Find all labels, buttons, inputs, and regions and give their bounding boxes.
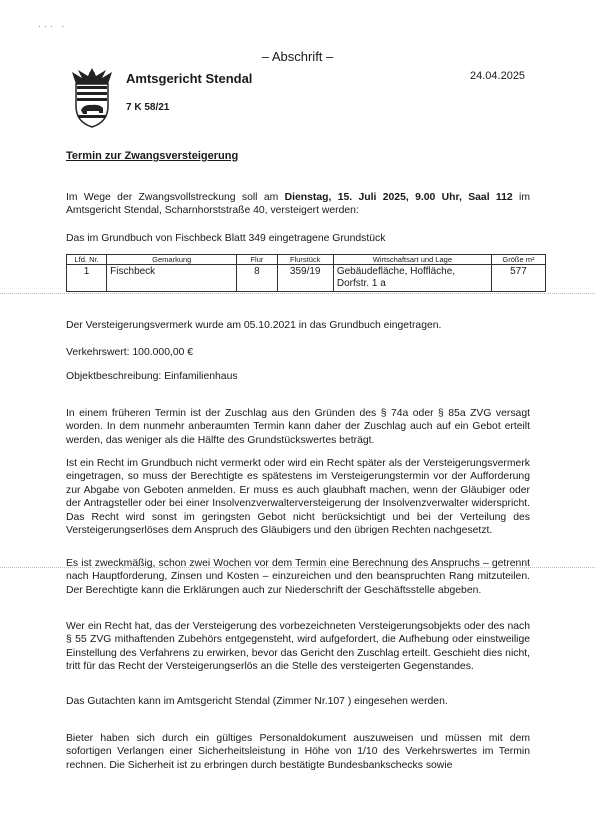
registration-note: Der Versteigerungsvermerk wurde am 05.10.2021 in das Grundbuch eingetragen. [66, 320, 442, 331]
paragraph-claim-calculation: Es ist zweckmäßig, schon zwei Wochen vor dem Termin eine Berechnung des Anspruchs – getrennt nach Hauptforderung, Zinsen und Kosten – einzureichen und den beanspruchten Rang mitzuteilen. Der Berechtigte kann die Erklärungen auch zur Niederschrift der Geschäftsstelle abgeben. [66, 558, 530, 596]
table-row [67, 265, 546, 292]
paragraph-rights-registration: Ist ein Recht im Grundbuch nicht vermerkt oder wird ein Recht später als der Versteigerungsvermerk eingetragen, so muss der Berechtigte es spätestens im Versteigerungstermin vor der Aufforderung zur Abgabe von Geboten anmelden. Er muss es auch glaubhaft machen, wenn der Gläubiger oder der Antragsteller oder bei einer Insolvenzverwalterversteigerung der Insolvenzverwalter widerspricht. Das Recht wird sonst im geringsten Gebot nicht berücksichtigt und bei der Verteilung des Versteigerungserlöses dem Anspruch des Gläubigers und den übrigen Rechten nachgesetzt. [66, 458, 530, 537]
table-cell: 8 [237, 265, 277, 292]
paragraph-expert-report: Das Gutachten kann im Amtsgericht Stendal (Zimmer Nr.107 ) eingesehen werden. [66, 696, 448, 707]
column-header: Größe m² [491, 255, 545, 265]
land-register-line: Das im Grundbuch von Fischbeck Blatt 349 eingetragene Grundstück [66, 233, 386, 244]
table-cell: Gebäudefläche, Hoffläche, Dorfstr. 1 a [333, 265, 491, 292]
coat-of-arms-icon [68, 68, 116, 128]
scan-artifact: ··· · [38, 21, 68, 31]
intro-text-post: im Amtsgericht Stendal, Scharnhorststraße 40, versteigert werden: [66, 192, 530, 217]
column-header: Gemarkung [107, 255, 237, 265]
document-date: 24.04.2025 [470, 70, 526, 82]
column-header: Wirtschaftsart und Lage [333, 255, 491, 265]
object-description: Objektbeschreibung: Einfamilienhaus [66, 371, 238, 382]
column-header: Flurstück [277, 255, 333, 265]
table-cell: 1 [67, 265, 107, 292]
scan-artifact-line [0, 293, 595, 294]
table-cell: 359/19 [277, 265, 333, 292]
market-value: Verkehrswert: 100.000,00 € [66, 347, 194, 358]
paragraph-previous-term: In einem früheren Termin ist der Zuschlag aus den Gründen des § 74a oder § 85a ZVG versagt worden. In dem nunmehr anberaumten Termin kann daher der Zuschlag auch auf ein Gebot erteilt werden, das weniger als die Hälfte des Grundstückswertes beträgt. [66, 408, 530, 446]
table-header-row [67, 255, 546, 265]
column-header: Flur [237, 255, 277, 265]
paragraph-conflicting-rights: Wer ein Recht hat, das der Versteigerung des vorbezeichneten Versteigerungsobjekts oder des nach § 55 ZVG mithaftenden Zubehörs entgegensteht, wird aufgefordert, die Aufhebung oder einstweilige Einstellung des Verfahrens zu erwirken, bevor das Gericht den Zuschlag erteilt. Geschieht dies nicht, tritt für das Recht der Versteigerungserlös an die Stelle des versteigerten Gegenstandes. [66, 621, 530, 673]
paragraph-bidder-requirements: Bieter haben sich durch ein gültiges Personaldokument auszuweisen und müssen mit dem sofortigen Verlangen einer Sicherheitsleistung in Höhe von 1/10 des Verkehrswertes im Termin rechnen. Die Sicherheit ist zu erbringen durch bestätigte Bundesbankschecks sowie [66, 733, 530, 771]
auction-date-time: Dienstag, 15. Juli 2025, 9.00 Uhr, Saal 112 [284, 192, 513, 203]
intro-paragraph [66, 191, 530, 218]
case-number: 7 K 58/21 [126, 102, 170, 113]
page-title: Termin zur Zwangsversteigerung [66, 150, 239, 162]
document-copy-title: – Abschrift – [261, 49, 334, 64]
column-header: Lfd. Nr. [67, 255, 107, 265]
court-name: Amtsgericht Stendal [126, 71, 253, 86]
intro-text-pre: Im Wege der Zwangsvollstreckung soll am [66, 192, 285, 203]
property-table [66, 254, 546, 292]
table-cell: Fischbeck [107, 265, 237, 292]
table-cell: 577 [491, 265, 545, 292]
